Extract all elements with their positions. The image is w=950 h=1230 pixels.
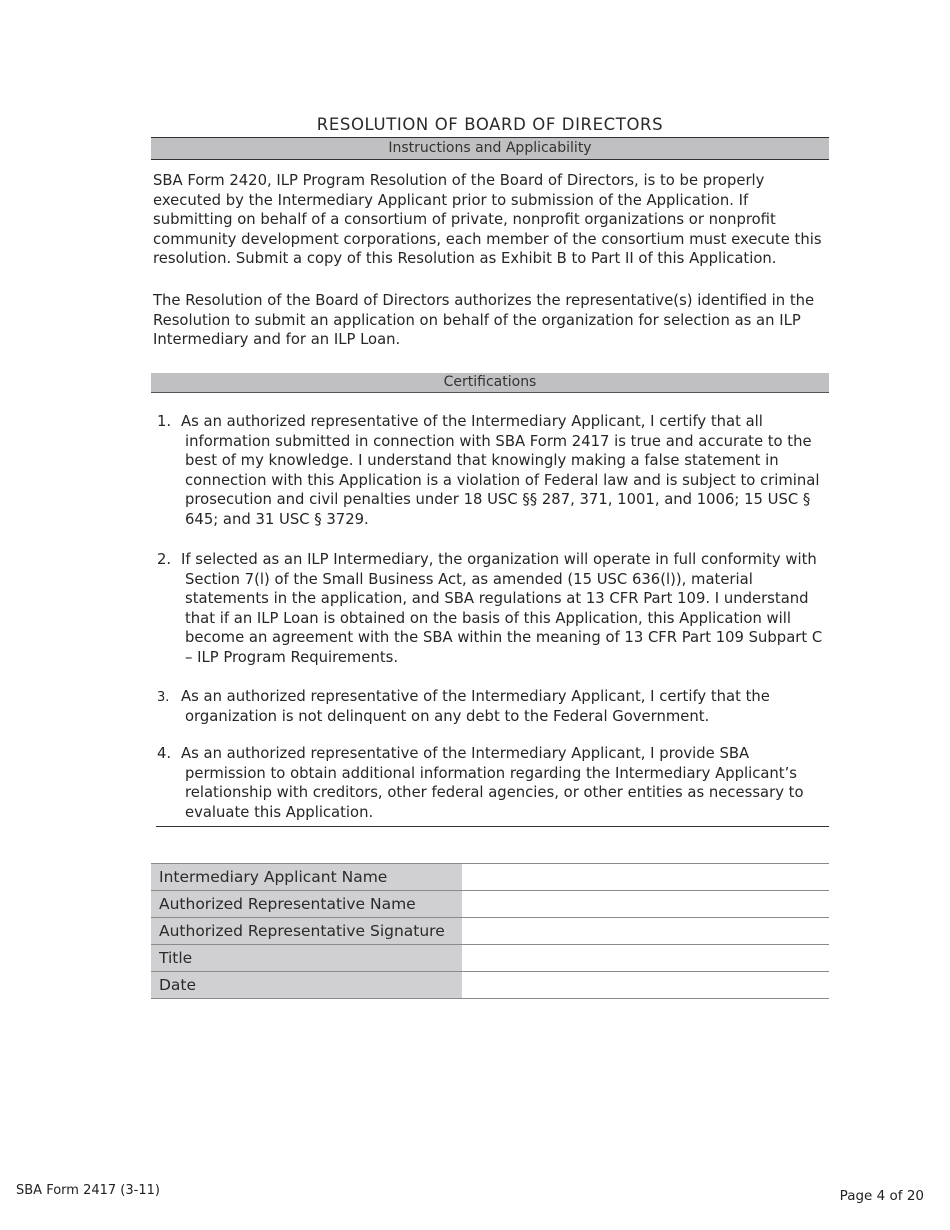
form-id: SBA Form 2417 (3-11) <box>16 1183 160 1198</box>
certification-text: As an authorized representative of the Intermediary Applicant, I certify that the organization is not delinquent on any debt to the Federal Government. <box>181 688 770 725</box>
intermediary-applicant-name-field[interactable] <box>462 864 829 891</box>
instructions-paragraph-2: The Resolution of the Board of Directors authorizes the representative(s) identified in the Resolution to submit an application on behalf of the organization for selection as an ILP Intermediary and for an ILP Loan. <box>153 292 815 349</box>
certification-item-4 <box>157 744 829 822</box>
certification-number: 2. <box>157 551 172 568</box>
date-field[interactable] <box>462 972 829 999</box>
certification-number: 1. <box>157 413 172 430</box>
signature-table <box>151 863 829 999</box>
certification-text: As an authorized representative of the Intermediary Applicant, I provide SBA permission to obtain additional information regarding the Intermediary Applicant’s relationship with creditors, other federal agencies, or other entities as necessary to evaluate this Application. <box>181 745 804 821</box>
authorized-representative-name-label: Authorized Representative Name <box>151 891 462 918</box>
table-row <box>151 945 829 972</box>
certification-text: If selected as an ILP Intermediary, the organization will operate in full conformity with Section 7(l) of the Small Business Act, as amended (15 USC 636(l)), material statements in the application, and SBA regulations at 13 CFR Part 109. I understand that if an ILP Loan is obtained on the basis of this Application, this Application will become an agreement with the SBA within the meaning of 13 CFR Part 109 Subpart C – ILP Program Requirements. <box>181 551 823 666</box>
title-field[interactable] <box>462 945 829 972</box>
certification-text: As an authorized representative of the Intermediary Applicant, I certify that all information submitted in connection with SBA Form 2417 is true and accurate to the best of my knowledge. I understand that knowingly making a false statement in connection with this Application is a violation of Federal law and is subject to criminal prosecution and civil penalties under 18 USC §§ 287, 371, 1001, and 1006; 15 USC § 645; and 31 USC § 3729. <box>181 413 820 528</box>
table-row <box>151 972 829 999</box>
page-title: RESOLUTION OF BOARD OF DIRECTORS <box>316 115 664 134</box>
instructions-paragraph-1: SBA Form 2420, ILP Program Resolution of the Board of Directors, is to be properly executed by the Intermediary Applicant prior to submission of the Application. If submitting on behalf of a consortium of private, nonprofit organizations or nonprofit community development corporations, each member of the consortium must execute this resolution. Submit a copy of this Resolution as Exhibit B to Part II of this Application. <box>153 172 822 268</box>
authorized-representative-signature-label: Authorized Representative Signature <box>151 918 462 945</box>
certification-item-3 <box>157 687 829 726</box>
authorized-representative-signature-field[interactable] <box>462 918 829 945</box>
table-row <box>151 864 829 891</box>
intermediary-applicant-name-label: Intermediary Applicant Name <box>151 864 462 891</box>
certification-item-2 <box>157 550 829 668</box>
certification-number: 4. <box>157 745 172 762</box>
table-row <box>151 891 829 918</box>
title-label: Title <box>151 945 462 972</box>
certification-item-1 <box>157 412 829 530</box>
table-row <box>151 918 829 945</box>
authorized-representative-name-field[interactable] <box>462 891 829 918</box>
certifications-heading: Certifications <box>151 373 829 393</box>
certifications-divider <box>156 826 829 827</box>
certification-number: 3. <box>157 690 170 705</box>
date-label: Date <box>151 972 462 999</box>
page-number: Page 4 of 20 <box>839 1188 924 1204</box>
instructions-heading: Instructions and Applicability <box>151 137 829 160</box>
